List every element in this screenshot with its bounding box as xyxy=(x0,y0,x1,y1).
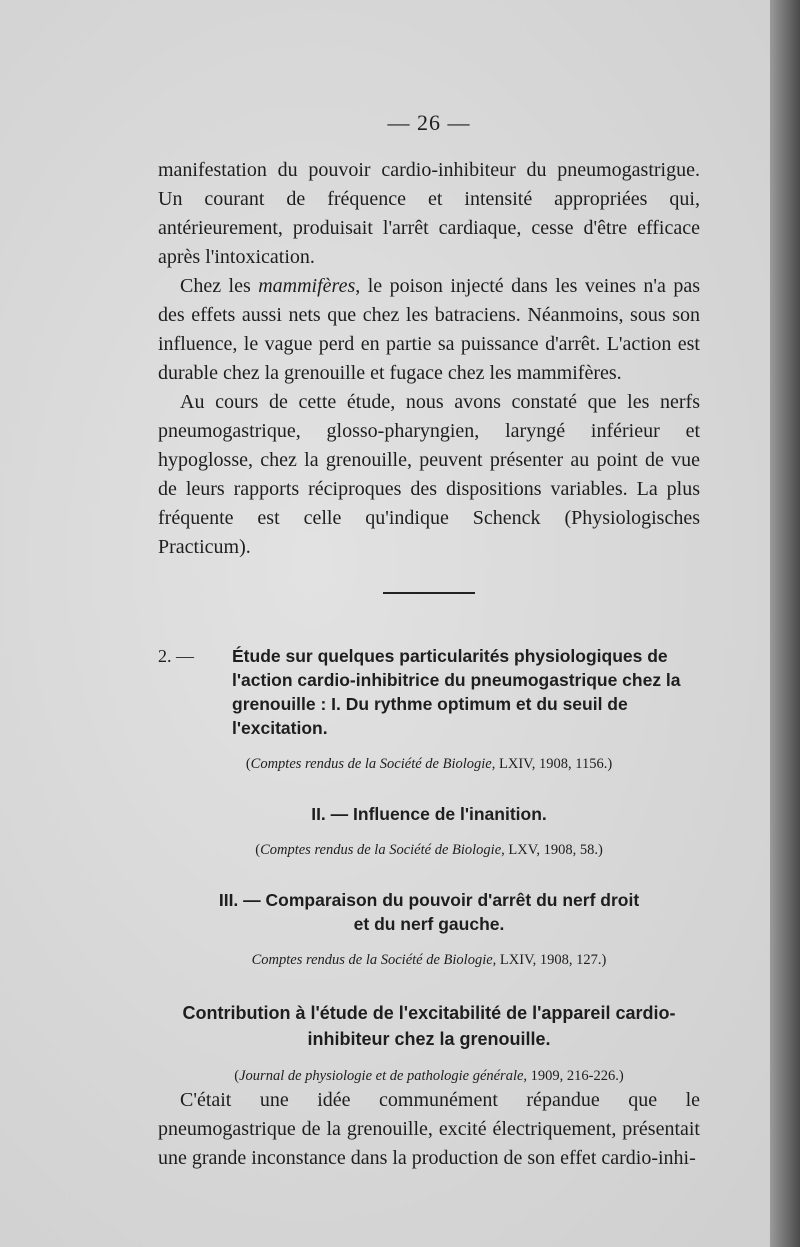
ref-journal: Comptes rendus de la Société de Biologie xyxy=(250,756,492,772)
ref-details: , 1909, 216-226.) xyxy=(523,1068,624,1084)
contribution-title: Contribution à l'étude de l'excitabilité de l'appareil cardio-inhibiteur chez la grenouille. xyxy=(182,1003,676,1049)
paragraph-2-pre: Chez les xyxy=(180,275,259,297)
final-paragraph: C'était une idée communément répandue que le pneumogastrique de la grenouille, excité électriquement, présentait une grande inconstance dans la production de son effet cardio-inhi- xyxy=(158,1089,700,1169)
ref-open: ( xyxy=(255,842,261,858)
ref-open: ( xyxy=(234,1068,240,1084)
ref-journal: Comptes rendus de la Société de Biologie xyxy=(251,952,493,968)
entry-2-reference xyxy=(158,754,700,774)
page-edge-shadow xyxy=(770,0,800,1247)
paragraph-3: Au cours de cette étude, nous avons constaté que les nerfs pneumogastrique, glosso-pharyngien, laryngé inférieur et hypoglosse, chez la grenouille, peuvent présenter au point de vue de leurs rapports réciproques des dispositions variables. La plus fréquente est celle qu'indique Schenck (Physiologisches Practicum). xyxy=(158,391,700,558)
paragraph-2-post: , le poison injecté dans les veines n'a pas des effets aussi nets que chez les batraciens. Néanmoins, sous son influence, le vague perd en partie sa puissance d'arrêt. L'action est durable chez la grenouille et fugace chez les mammifères. xyxy=(158,275,701,384)
paragraph-2-emphasis: mammifères xyxy=(258,275,356,297)
part-3-reference xyxy=(158,950,700,970)
part-3-title xyxy=(158,888,700,936)
page-content xyxy=(158,110,700,1173)
contribution-reference xyxy=(158,1066,700,1086)
ref-journal: Comptes rendus de la Société de Biologie xyxy=(260,842,502,858)
part-2-title: II. — Influence de l'inanition. xyxy=(311,804,547,824)
section-divider xyxy=(383,592,475,594)
publication-entry-2 xyxy=(158,644,700,740)
entry-title: Étude sur quelques particularités physiologiques de l'action cardio-inhibitrice du pneumogastrique chez la grenouille : I. Du rythme optimum et du seuil de l'excitation. xyxy=(232,646,681,738)
ref-details: , LXIV, 1908, 1156.) xyxy=(491,756,613,772)
entry-number: 2. — xyxy=(158,646,194,666)
page-number: — 26 — xyxy=(387,110,471,135)
ref-details: , LXIV, 1908, 127.) xyxy=(492,952,607,968)
paragraph-1: manifestation du pouvoir cardio-inhibiteur du pneumogastrigue. Un courant de fréquence et intensité appropriées qui, antérieurement, produisait l'arrêt cardiaque, cesse d'être efficace après l'intoxication. xyxy=(158,159,700,268)
part-2-reference xyxy=(158,840,700,860)
ref-open: ( xyxy=(245,756,251,772)
paragraph-2 xyxy=(158,272,700,388)
ref-details: , LXV, 1908, 58.) xyxy=(501,842,603,858)
ref-journal: Journal de physiologie et de pathologie générale xyxy=(239,1068,524,1084)
part-3-title-line-2: et du nerf gauche. xyxy=(353,914,505,934)
part-3-title-line-1: III. — Comparaison du pouvoir d'arrêt du nerf droit xyxy=(218,890,640,910)
